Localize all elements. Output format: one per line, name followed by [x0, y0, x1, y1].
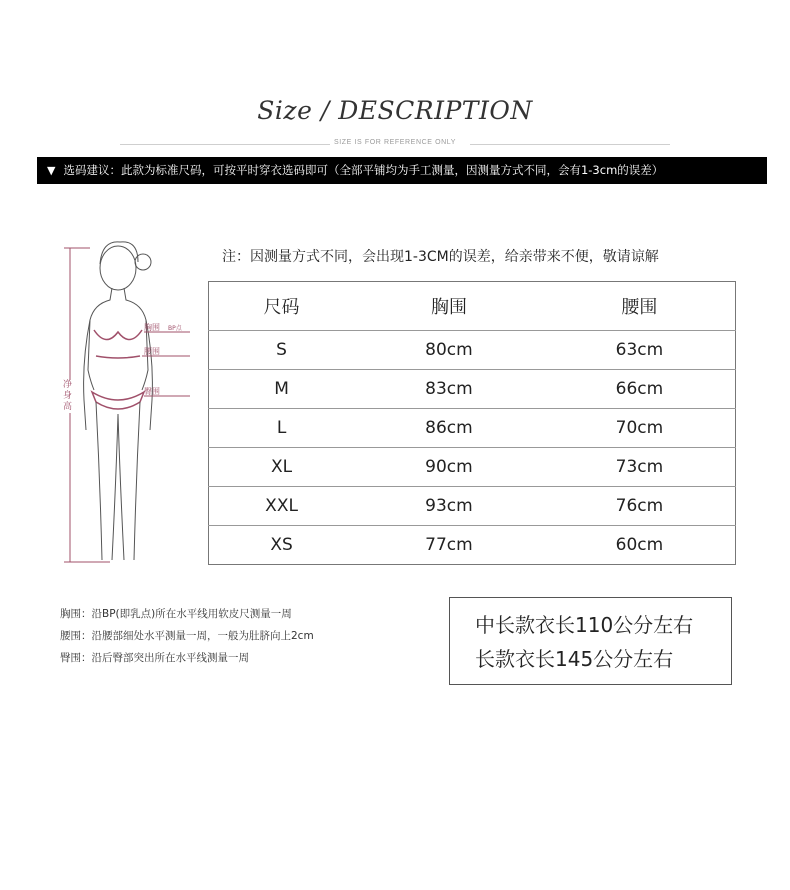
cell-waist: 66cm	[544, 370, 736, 409]
body-sketch	[50, 230, 210, 575]
garment-length-box	[449, 597, 732, 685]
cell-size: M	[209, 370, 355, 409]
torso-outline	[88, 288, 148, 390]
measurement-legend	[60, 603, 314, 669]
header-size: 尺码	[209, 282, 355, 331]
bp-label: BP点	[168, 325, 182, 332]
cell-size: L	[209, 409, 355, 448]
cell-bust: 83cm	[354, 370, 544, 409]
hip-label: 臀围	[144, 387, 160, 396]
cell-size: S	[209, 331, 355, 370]
length-long: 长款衣长145公分左右	[475, 647, 674, 671]
length-medium: 中长款衣长110公分左右	[475, 613, 694, 637]
size-table	[208, 281, 736, 565]
table-row	[209, 370, 736, 409]
table-row	[209, 409, 736, 448]
legend-bust: 胸围：沿BP(即乳点)所在水平线用软皮尺测量一周	[60, 608, 292, 620]
page-subtitle: SIZE IS FOR REFERENCE ONLY	[333, 139, 457, 146]
table-row	[209, 526, 736, 565]
banner-text: 选码建议：此款为标准尺码，可按平时穿衣选码即可（全部平铺均为手工测量，因测量方式不同，会有1-3cm的误差）	[63, 163, 664, 177]
cell-size: XL	[209, 448, 355, 487]
cell-bust: 77cm	[425, 535, 473, 555]
hip-shape	[92, 392, 144, 409]
cell-size: XXL	[209, 487, 355, 526]
cell-bust: 80cm	[354, 331, 544, 370]
head-outline	[100, 246, 136, 290]
cell-size: XS	[270, 535, 293, 555]
header-waist: 腰围	[544, 282, 736, 331]
body-measurement-figure	[50, 230, 210, 575]
header-bust: 胸围	[354, 282, 544, 331]
hair-outline	[100, 242, 138, 264]
cell-waist: 63cm	[544, 331, 736, 370]
height-label: 净身高	[63, 380, 73, 412]
table-row	[209, 331, 736, 370]
cell-bust: 90cm	[354, 448, 544, 487]
size-advice-banner	[37, 157, 767, 184]
measurement-note: 注：因测量方式不同，会出现1-3CM的误差，给亲带来不便，敬请谅解	[222, 249, 659, 265]
legend-hip: 臀围：沿后臀部突出所在水平线测量一周	[60, 652, 249, 664]
page-title: Size / DESCRIPTION	[257, 96, 533, 125]
bust-label: 胸围	[144, 323, 160, 332]
cell-waist: 73cm	[544, 448, 736, 487]
legend-waist: 腰围：沿腰部细处水平测量一周，一般为肚脐向上2cm	[60, 630, 314, 642]
cell-waist: 60cm	[615, 535, 664, 555]
cell-waist: 70cm	[544, 409, 736, 448]
table-row	[209, 487, 736, 526]
waist-label: 腰围	[144, 347, 160, 356]
waist-shape	[96, 356, 140, 358]
size-table-header-row	[209, 282, 736, 331]
triangle-down-icon: ▼	[47, 164, 56, 177]
hair-bun	[135, 254, 151, 270]
arms-outline	[84, 320, 153, 430]
bust-shape	[94, 330, 142, 340]
table-row	[209, 448, 736, 487]
cell-waist: 76cm	[544, 487, 736, 526]
cell-bust: 86cm	[354, 409, 544, 448]
cell-bust: 93cm	[354, 487, 544, 526]
legs-outline	[96, 402, 140, 560]
